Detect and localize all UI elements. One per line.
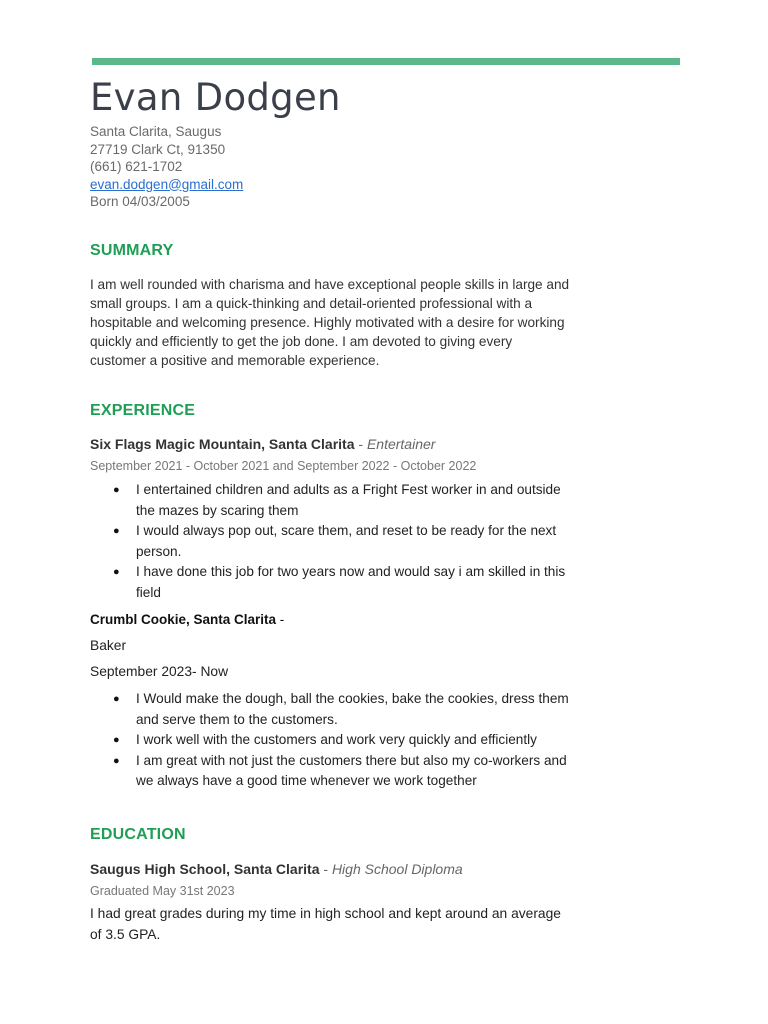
job-separator: - bbox=[354, 436, 367, 452]
contact-block bbox=[90, 123, 243, 211]
list-item: ● I have done this job for two years now and would say i am skilled in this field bbox=[113, 564, 566, 600]
contact-city: Santa Clarita, Saugus bbox=[90, 124, 222, 139]
contact-birthdate: Born 04/03/2005 bbox=[90, 194, 190, 209]
contact-email-link[interactable]: evan.dodgen@gmail.com bbox=[90, 176, 244, 192]
accent-bar bbox=[92, 58, 680, 65]
bullet-icon: ● bbox=[113, 566, 120, 578]
list-item: ● I work well with the customers and work very quickly and efficiently bbox=[110, 730, 570, 751]
list-item: ● I am great with not just the customers there but also my co-workers and we always have a good time whenever we work together bbox=[113, 752, 567, 788]
job-org: Six Flags Magic Mountain, Santa Clarita bbox=[90, 436, 355, 452]
bullet-icon: ● bbox=[113, 754, 120, 767]
list-item: ● I Would make the dough, ball the cookies, bake the cookies, dress them and serve them to the customers. bbox=[113, 691, 569, 727]
education-text: I had great grades during my time in high school and kept around an average of 3.5 GPA. bbox=[90, 906, 561, 942]
job-dates: September 2023- Now bbox=[90, 664, 229, 679]
list-item: ● I would always pop out, scare them, and reset to be ready for the next person. bbox=[113, 523, 557, 559]
job-title-line bbox=[90, 436, 435, 452]
degree-name: High School Diploma bbox=[331, 861, 463, 877]
education-dates: Graduated May 31st 2023 bbox=[90, 884, 235, 898]
job-bullet-list bbox=[110, 689, 570, 792]
job-separator: - bbox=[276, 612, 285, 627]
job-role: Baker bbox=[90, 638, 127, 653]
education-heading: EDUCATION bbox=[90, 826, 186, 843]
job-title-line bbox=[90, 612, 284, 627]
job-dates: September 2021 - October 2021 and September 2022 - October 2022 bbox=[90, 459, 477, 473]
education-title-line bbox=[90, 861, 463, 877]
job-bullet-list bbox=[110, 480, 570, 603]
bullet-icon: ● bbox=[113, 484, 120, 496]
bullet-icon: ● bbox=[113, 693, 120, 705]
experience-heading: EXPERIENCE bbox=[90, 402, 196, 419]
resume-name: Evan Dodgen bbox=[90, 76, 341, 119]
contact-address: 27719 Clark Ct, 91350 bbox=[90, 141, 226, 157]
summary-heading: SUMMARY bbox=[90, 242, 174, 259]
list-item: ● I entertained children and adults as a Fright Fest worker in and outside the mazes by scaring them bbox=[113, 482, 561, 518]
bullet-icon: ● bbox=[113, 525, 120, 537]
bullet-icon: ● bbox=[113, 734, 120, 746]
summary-text: I am well rounded with charisma and have exceptional people skills in large and small groups. I am a quick-thinking and detail-oriented professional with a hospitable and welcoming presence. Highly motivated with a desire for working quickly and efficiently to get the job done. I am devoted to giving every customer a positive and memorable experience. bbox=[90, 277, 570, 368]
education-separator: - bbox=[319, 861, 332, 877]
job-role: Entertainer bbox=[366, 436, 436, 452]
school-name: Saugus High School, Santa Clarita bbox=[90, 861, 320, 877]
contact-phone: (661) 621-1702 bbox=[90, 159, 183, 174]
job-org: Crumbl Cookie, Santa Clarita bbox=[90, 612, 277, 627]
